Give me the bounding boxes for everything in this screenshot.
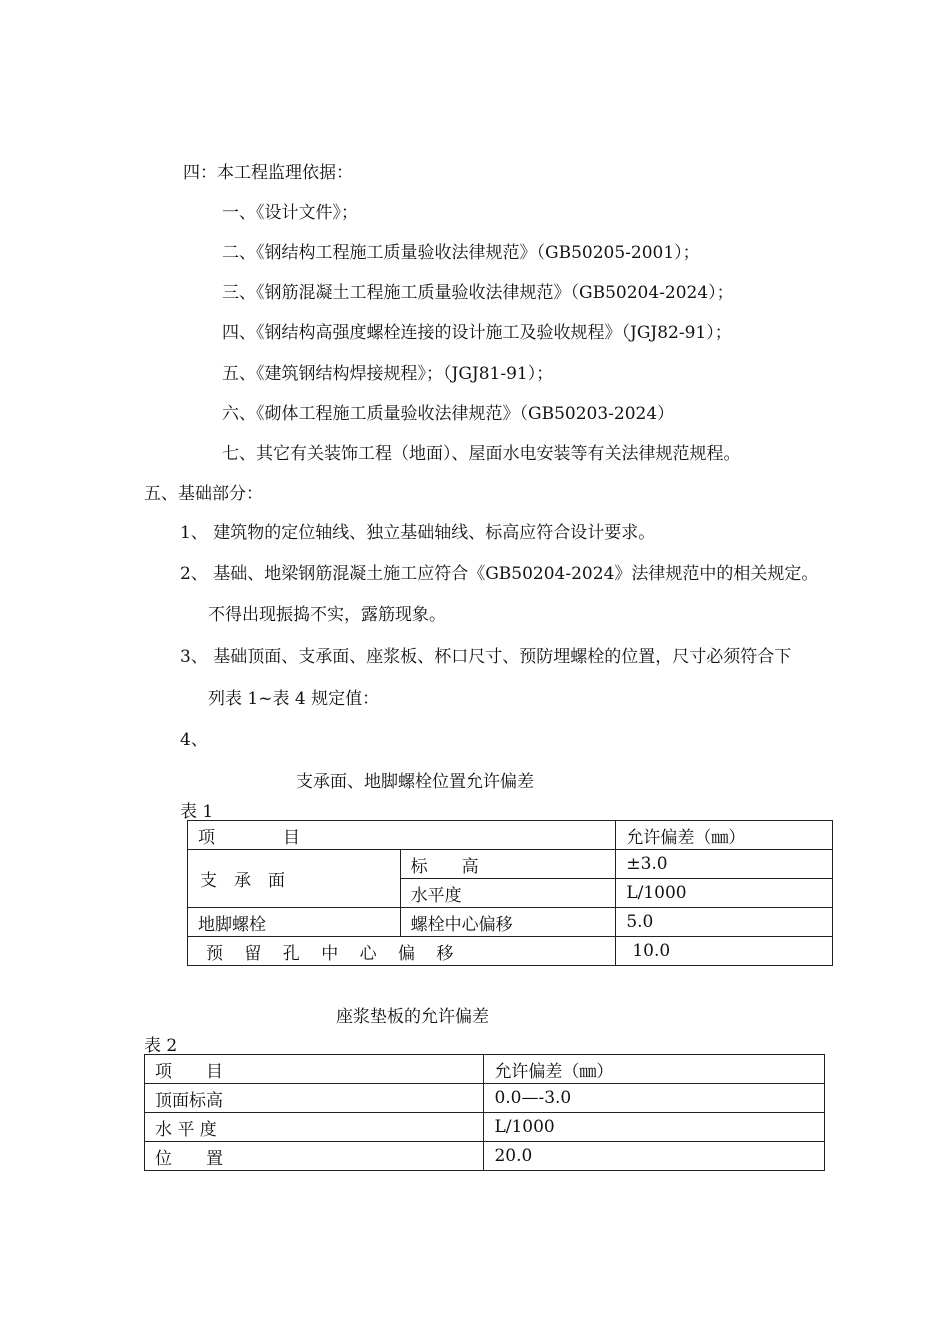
table-header: 允许偏差（㎜） xyxy=(484,1055,825,1084)
list-item: 三、《钢筋混凝土工程施工质量验收法律规范》（GB50204-2024）； xyxy=(222,283,734,303)
table-cell: 支 承 面 xyxy=(188,850,401,908)
table-label: 表 1 xyxy=(180,802,214,822)
table-cell: L/1000 xyxy=(616,879,833,908)
list-item: 四、《钢结构高强度螺栓连接的设计施工及验收规程》（JGJ82-91）； xyxy=(222,323,732,343)
paragraph: 3、 基础顶面、支承面、座浆板、杯口尺寸、预防埋螺栓的位置，尺寸必须符合下 xyxy=(180,647,792,667)
table-cell: 顶面标高 xyxy=(145,1084,484,1113)
table-header: 项 目 xyxy=(145,1055,484,1084)
table-cell: 10.0 xyxy=(616,937,833,966)
table-title: 座浆垫板的允许偏差 xyxy=(336,1007,489,1027)
table-title: 支承面、地脚螺栓位置允许偏差 xyxy=(296,772,534,792)
table-cell: 20.0 xyxy=(484,1142,825,1171)
table-cell: 水 平 度 xyxy=(145,1113,484,1142)
section-heading: 五、基础部分： xyxy=(144,484,263,504)
table-cell: 0.0—-3.0 xyxy=(484,1084,825,1113)
paragraph: 1、 建筑物的定位轴线、独立基础轴线、标高应符合设计要求。 xyxy=(180,523,656,543)
paragraph: 2、 基础、地梁钢筋混凝土施工应符合《GB50204-2024》法律规范中的相关规定。 xyxy=(180,564,819,584)
table-cell: 水平度 xyxy=(400,879,616,908)
list-item: 一、《设计文件》； xyxy=(222,203,358,223)
table-cell: L/1000 xyxy=(484,1113,825,1142)
table-cell: 预 留 孔 中 心 偏 移 xyxy=(188,937,616,966)
paragraph: 不得出现振捣不实，露筋现象。 xyxy=(208,605,446,625)
table-cell: ±3.0 xyxy=(616,850,833,879)
table-label: 表 2 xyxy=(144,1036,178,1056)
table-header: 项 目 xyxy=(188,821,616,850)
table-header: 允许偏差（㎜） xyxy=(616,821,833,850)
tolerance-table-2 xyxy=(144,1054,825,1171)
list-item: 二、《钢结构工程施工质量验收法律规范》（GB50205-2001）； xyxy=(222,243,700,263)
paragraph: 4、 xyxy=(180,730,208,750)
table-cell: 位 置 xyxy=(145,1142,484,1171)
table-cell: 标 高 xyxy=(400,850,616,879)
table-cell: 5.0 xyxy=(616,908,833,937)
tolerance-table-1 xyxy=(187,820,833,966)
list-item: 七、其它有关装饰工程（地面）、屋面水电安装等有关法律规范规程。 xyxy=(222,444,741,464)
list-item: 五、《建筑钢结构焊接规程》；（JGJ81-91）； xyxy=(222,364,554,384)
paragraph: 列表 1~表 4 规定值： xyxy=(208,689,380,709)
section-heading: 四：本工程监理依据： xyxy=(183,163,353,183)
list-item: 六、《砌体工程施工质量验收法律规范》（GB50203-2024） xyxy=(222,404,675,424)
table-cell: 地脚螺栓 xyxy=(188,908,401,937)
table-cell: 螺栓中心偏移 xyxy=(400,908,616,937)
